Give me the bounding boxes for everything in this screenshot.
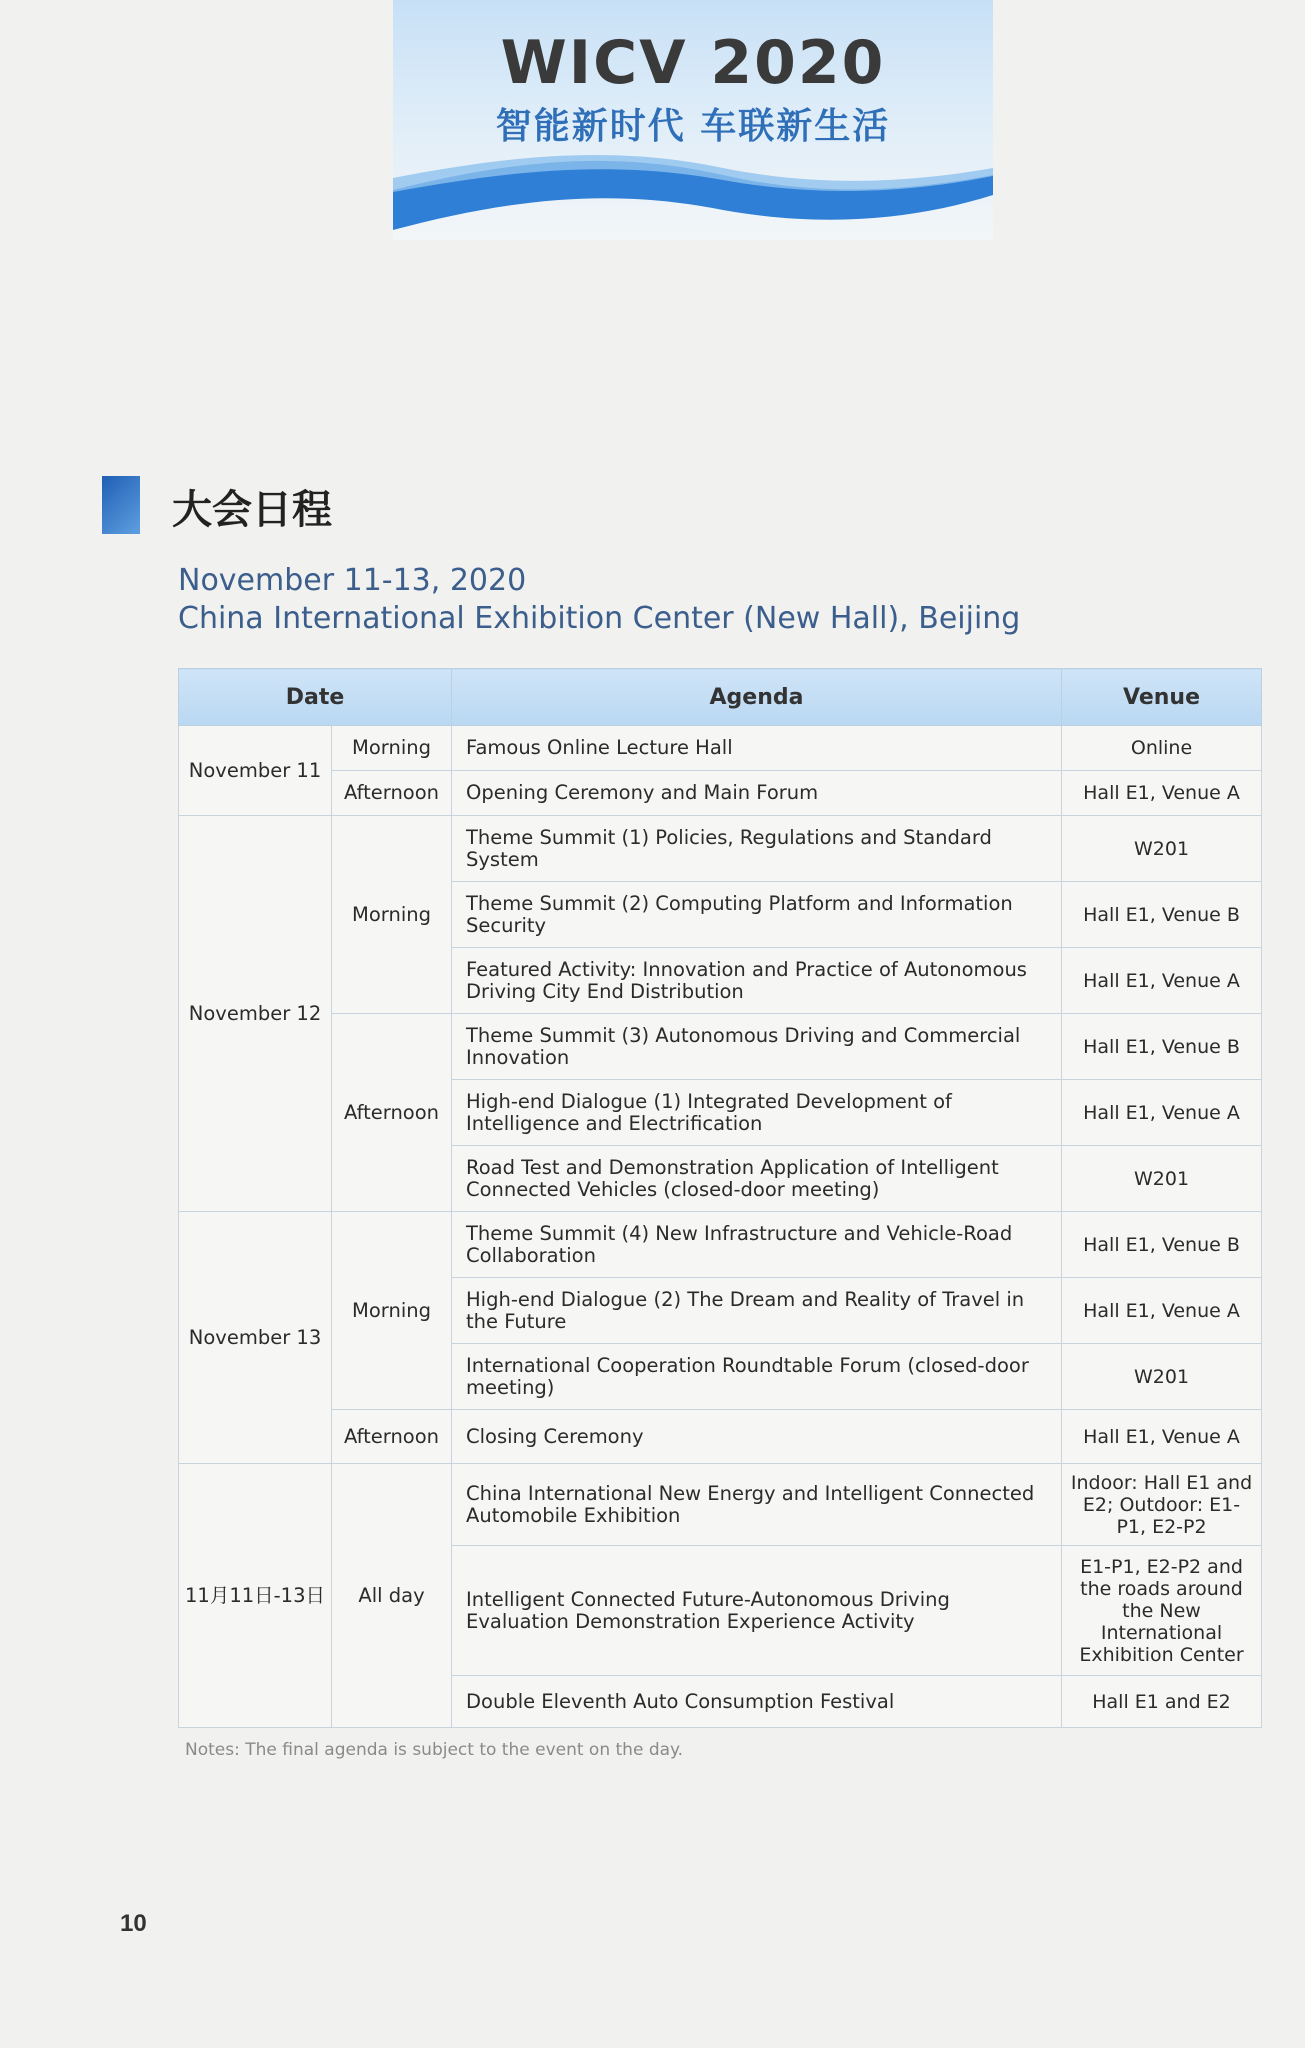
agenda-cell: Theme Summit (3) Autonomous Driving and Commercial Innovation (452, 1014, 1062, 1080)
table-header-row (179, 669, 1262, 726)
table-row (179, 816, 1262, 882)
venue-cell: Hall E1, Venue B (1062, 882, 1262, 948)
page-number: 10 (120, 1910, 147, 1937)
period-cell: Morning (332, 816, 452, 1014)
footnote: Notes: The final agenda is subject to the event on the day. (185, 1740, 684, 1760)
date-cell: November 11 (179, 726, 332, 816)
period-cell: Afternoon (332, 771, 452, 816)
agenda-cell: Closing Ceremony (452, 1410, 1062, 1464)
venue-cell: Hall E1 and E2 (1062, 1676, 1262, 1728)
venue-cell: Hall E1, Venue B (1062, 1014, 1262, 1080)
period-cell: All day (332, 1464, 452, 1728)
agenda-cell: Theme Summit (1) Policies, Regulations and Standard System (452, 816, 1062, 882)
venue-cell: Hall E1, Venue A (1062, 1080, 1262, 1146)
header-date: Date (179, 669, 452, 726)
table-row (179, 771, 1262, 816)
period-cell: Morning (332, 726, 452, 771)
date-cell: November 12 (179, 816, 332, 1212)
venue-cell: Hall E1, Venue A (1062, 771, 1262, 816)
agenda-cell: Theme Summit (4) New Infrastructure and Vehicle-Road Collaboration (452, 1212, 1062, 1278)
period-cell: Afternoon (332, 1014, 452, 1212)
table-row (179, 726, 1262, 771)
period-cell: Afternoon (332, 1410, 452, 1464)
table-row (179, 1014, 1262, 1080)
banner-title: WICV 2020 (500, 28, 886, 98)
agenda-cell: International Cooperation Roundtable Forum (closed-door meeting) (452, 1344, 1062, 1410)
venue-cell: W201 (1062, 1146, 1262, 1212)
header-agenda: Agenda (452, 669, 1062, 726)
venue-cell: Online (1062, 726, 1262, 771)
table-row (179, 1212, 1262, 1278)
agenda-cell: Intelligent Connected Future-Autonomous Driving Evaluation Demonstration Experience Activity (452, 1546, 1062, 1676)
date-cell: November 13 (179, 1212, 332, 1464)
venue-cell: W201 (1062, 816, 1262, 882)
venue-cell: Hall E1, Venue A (1062, 1410, 1262, 1464)
venue-cell: Hall E1, Venue A (1062, 1278, 1262, 1344)
table-row (179, 1464, 1262, 1546)
event-dates: November 11-13, 2020 (178, 563, 527, 598)
agenda-cell: High-end Dialogue (2) The Dream and Reality of Travel in the Future (452, 1278, 1062, 1344)
venue-cell: W201 (1062, 1344, 1262, 1410)
table-row (179, 1410, 1262, 1464)
header-venue: Venue (1062, 669, 1262, 726)
section-title: 大会日程 (172, 487, 332, 533)
venue-cell: E1-P1, E2-P2 and the roads around the New International Exhibition Center (1062, 1546, 1262, 1676)
venue-cell: Indoor: Hall E1 and E2; Outdoor: E1-P1, E2-P2 (1062, 1464, 1262, 1546)
event-location: China International Exhibition Center (New Hall), Beijing (178, 601, 1021, 636)
agenda-cell: High-end Dialogue (1) Integrated Development of Intelligence and Electrification (452, 1080, 1062, 1146)
agenda-cell: Road Test and Demonstration Application of Intelligent Connected Vehicles (closed-door meeting) (452, 1146, 1062, 1212)
section-marker-icon (102, 476, 140, 534)
agenda-cell: Double Eleventh Auto Consumption Festival (452, 1676, 1062, 1728)
period-cell: Morning (332, 1212, 452, 1410)
agenda-cell: Theme Summit (2) Computing Platform and Information Security (452, 882, 1062, 948)
agenda-cell: Famous Online Lecture Hall (452, 726, 1062, 771)
venue-cell: Hall E1, Venue A (1062, 948, 1262, 1014)
schedule-table (178, 668, 1262, 1728)
agenda-cell: China International New Energy and Intelligent Connected Automobile Exhibition (452, 1464, 1062, 1546)
date-cell: 11月11日-13日 (179, 1464, 332, 1728)
agenda-cell: Featured Activity: Innovation and Practice of Autonomous Driving City End Distribution (452, 948, 1062, 1014)
header-banner (393, 0, 993, 240)
wave-decoration (393, 150, 993, 240)
venue-cell: Hall E1, Venue B (1062, 1212, 1262, 1278)
banner-slogan: 智能新时代 车联新生活 (495, 106, 891, 147)
event-subtitle (178, 562, 1020, 638)
agenda-cell: Opening Ceremony and Main Forum (452, 771, 1062, 816)
